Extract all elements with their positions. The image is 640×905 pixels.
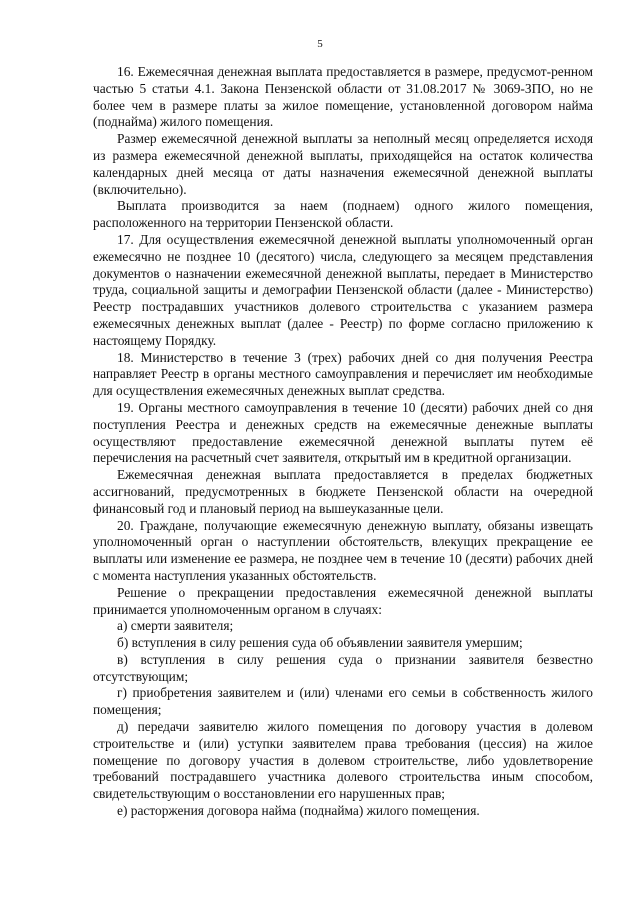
list-item-a: а) смерти заявителя; <box>117 618 234 634</box>
page-number: 5 <box>317 38 323 50</box>
list-item-v: в) вступления в силу решения суда о признании заявителя безвестно отсутствующим; <box>93 651 593 684</box>
list-item-g: г) приобретения заявителем и (или) членами его семьи в собственность жилого помещения; <box>93 685 593 718</box>
paragraph-16: 16. Ежемесячная денежная выплата предоставляется в размере, предусмот-ренном частью 5 статьи 4.1. Закона Пензенской области от 31.08.2017 № 3069-ЗПО, но не более чем в размере платы за жилое помещение, установленной договором найма (поднайма) жилого помещения. <box>93 64 593 130</box>
paragraph-termination-decision: Решение о прекращении предоставления ежемесячной денежной выплаты принимается уполномоченным органом в случаях: <box>93 584 593 617</box>
paragraph-19: 19. Органы местного самоуправления в течение 10 (десяти) рабочих дней со дня поступления Реестра и денежных средств на ежемесячные денежные выплаты осуществляют предоставление ежемесячной денежной выплаты путем её перечисления на расчетный счет заявителя, открытый им в кредитной организации. <box>93 399 593 466</box>
paragraph-budget: Ежемесячная денежная выплата предоставляется в пределах бюджетных ассигнований, предусмотренных в бюджете Пензенской области на очередной финансовый год и плановый период на вышеуказанные цели. <box>93 467 593 516</box>
paragraph-single-dwelling: Выплата производится за наем (поднаем) одного жилого помещения, расположенного на территории Пензенской области. <box>93 198 593 231</box>
paragraph-17: 17. Для осуществления ежемесячной денежной выплаты уполномоченный орган ежемесячно не позднее 10 (десятого) числа, следующего за месяцем представления документов о назначении ежемесячной денежной выплаты, передает в Министерство труда, социальной защиты и демографии Пензенской области (далее - Министерство) Реестр пострадавших участников долевого строительства с указанием размера ежемесячных денежных выплат (далее - Реестр) по форме согласно приложению к настоящему Порядку. <box>93 231 593 348</box>
body-text <box>93 64 593 820</box>
paragraph-partial-month: Размер ежемесячной денежной выплаты за неполный месяц определяется исходя из размера ежемесячной денежной выплаты, приходящейся на остаток количества календарных дней месяца от даты назначения ежемесячной денежной выплаты (включительно). <box>93 131 593 197</box>
list-item-b: б) вступления в силу решения суда об объявлении заявителя умершим; <box>117 635 523 651</box>
paragraph-20: 20. Граждане, получающие ежемесячную денежную выплату, обязаны извещать уполномоченный орган о наступлении обстоятельств, влекущих прекращение ее выплаты или изменение ее размера, не позднее чем в течение 10 (десяти) рабочих дней с момента наступления указанных обстоятельств. <box>93 517 593 583</box>
list-item-d: д) передачи заявителю жилого помещения по договору участия в долевом строительстве и (или) уступки заявителем права требования (цессия) на жилое помещение по договору участия в долевом строительстве, либо удовлетворение требований пострадавшего участника долевого строительства иным способом, свидетельствующим о восстановлении его нарушенных прав; <box>93 719 593 802</box>
paragraph-18: 18. Министерство в течение 3 (трех) рабочих дней со дня получения Реестра направляет Реестр в органы местного самоуправления и перечисляет им необходимые для осуществления ежемесячных денежных выплат средства. <box>93 349 593 399</box>
list-item-e: е) расторжения договора найма (поднайма) жилого помещения. <box>117 803 480 819</box>
